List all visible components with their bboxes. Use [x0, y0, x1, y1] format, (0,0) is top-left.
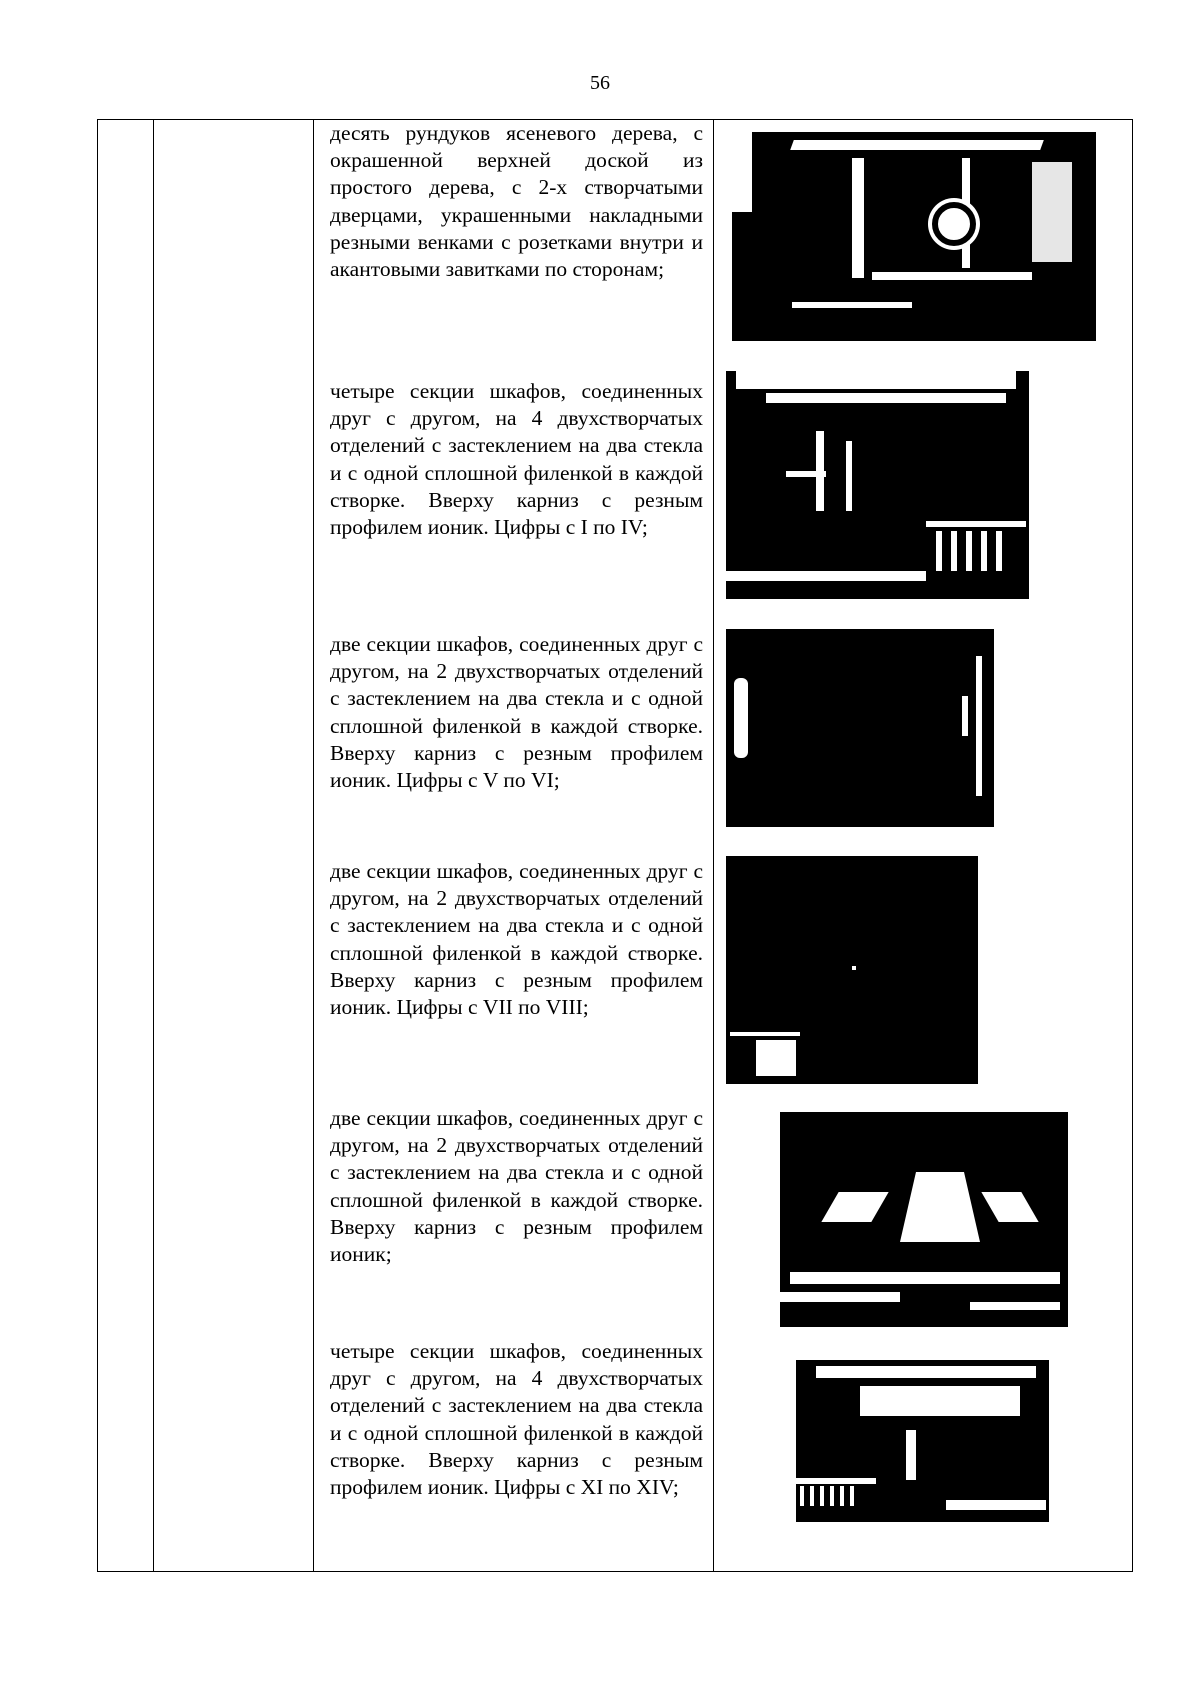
photo-cell [714, 120, 1133, 1572]
inventory-table [97, 119, 1133, 1572]
description-item [314, 631, 713, 858]
description-text: две секции шкафов, соединенных друг с другом, на 2 двухстворчатых отделений с застеклением на два стекла и с одной сплошной филенкой в каждой створке. Вверху карниз с резным профилем ионик. Цифры с VII по VIII; [330, 859, 703, 1020]
description-item [314, 1105, 713, 1338]
cabinet-sections-xi-xiv-photo [796, 1360, 1049, 1522]
description-item [314, 120, 713, 378]
description-cell [314, 120, 714, 1572]
vault-ceiling-photo [780, 1112, 1068, 1327]
chest-photo [732, 122, 1096, 341]
cabinet-sections-v-vi-photo [726, 626, 994, 827]
description-item [314, 378, 713, 631]
description-text: десять рундуков ясеневого дерева, с окрашенной верхней доской из простого дерева, с 2-х створчатыми дверцами, украшенными накладными резными венками с розетками внутри и акантовыми завитками по сторонам; [330, 121, 703, 282]
cabinet-sections-vii-viii-photo [726, 856, 978, 1084]
page-number: 56 [590, 72, 610, 94]
description-text: четыре секции шкафов, соединенных друг с другом, на 4 двухстворчатых отделений с застеклением на два стекла и с одной сплошной филенкой в каждой створке. Вверху карниз с резным профилем ионик. Цифры с XI по XIV; [330, 1339, 703, 1500]
row-number-cell [98, 120, 154, 1572]
description-item [314, 1338, 713, 1571]
item-name-cell [154, 120, 314, 1572]
description-text: две секции шкафов, соединенных друг с другом, на 2 двухстворчатых отделений с застеклением на два стекла и с одной сплошной филенкой в каждой створке. Вверху карниз с резным профилем ионик. Цифры с V по VI; [330, 632, 703, 793]
description-text: две секции шкафов, соединенных друг с другом, на 2 двухстворчатых отделений с застеклением на два стекла и с одной сплошной филенкой в каждой створке. Вверху карниз с резным профилем ионик; [330, 1106, 703, 1267]
description-text: четыре секции шкафов, соединенных друг с другом, на 4 двухстворчатых отделений с застеклением на два стекла и с одной сплошной филенкой в каждой створке. Вверху карниз с резным профилем ионик. Цифры с I по IV; [330, 379, 703, 540]
description-item [314, 858, 713, 1105]
cabinet-hall-photo [726, 371, 1029, 599]
